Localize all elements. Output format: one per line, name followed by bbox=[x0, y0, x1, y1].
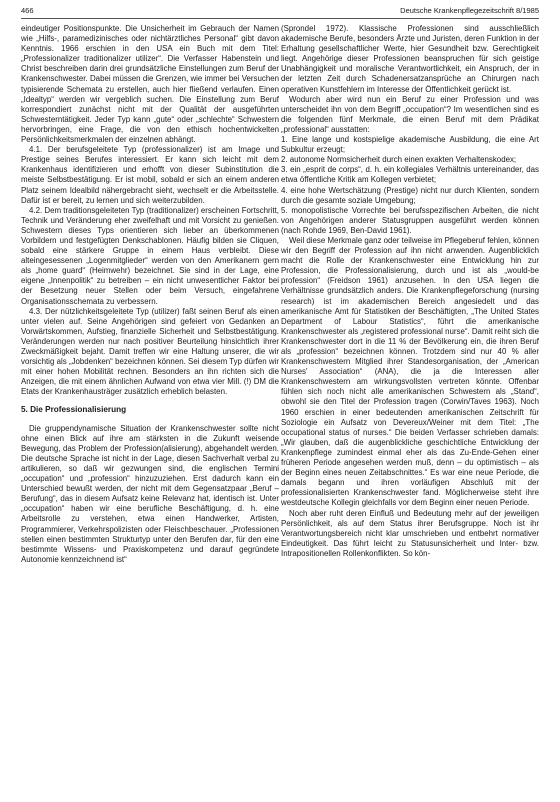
list-item: 2. autonome Normsicherheit durch einen exakten Verhaltenskodex; bbox=[281, 155, 517, 165]
left-column bbox=[21, 24, 279, 796]
list-item: 3. ein „esprit de corps“, d. h. ein kollegiales Verhältnis untereinander, das etwa öffentliche Kritik am Kollegen verbietet; bbox=[281, 165, 539, 185]
page-header bbox=[21, 6, 539, 19]
section-heading: 5. Die Professionalisierung bbox=[21, 405, 127, 415]
paragraph: (Sprondel 1972). Klassische Professionen sind ausschließlich akademische Berufe, besonders Ärzte und Juristen, deren Funktion in der Erhaltung gesellschaftlicher Werte, hier Gesundheit bzw. Gerechtigkeit liegt. Angehörige dieser Professionen beanspruchen für sich geistige Unabhängigkeit und moralische Verantwortlichkeit, ein Anspruch, der in der letzten Zeit durch Schadenersatzansprüche an Chirurgen nach operativen Kunstfehlern im Interesse der Öffentlichkeit gerückt ist. bbox=[281, 24, 539, 94]
list-item: 5. monopolistische Vorrechte bei berufsspezifischen Arbeiten, die nicht von Angehörigen anderer Statusgruppen ausgeführt werden können (nach Rohde 1969, Ben-David 1961). bbox=[281, 205, 539, 235]
paragraph: Wodurch aber wird nun ein Beruf zu einer Profession und was unterscheidet ihn von dem Begriff „occupation“? Im wesentlichen sind es die folgenden fünf Merkmale, die einen Beruf mit dem Prädikat „professional“ ausstatten: bbox=[281, 94, 539, 134]
paragraph: Die gruppendynamische Situation der Krankenschwester sollte nicht ohne einen Blick auf ihre am stärksten in die Zukunft weisende Bewegung, das Problem der Profession(alisierung), abgehandelt werden. Die deutsche Sprache ist nicht in der Lage, diesen Sachverhalt verbal zu artikulieren, so daß wir gezwungen sind, die englischen Termini „occupation“ und „profession“ hinzuzuziehen. Erst dadurch kann ein Unterschied bewußt werden, der nicht mit dem Gegensatzpaar „Beruf – Berufung“, das in diesem Aufsatz keine Relevanz hat, identisch ist. Unter „occupation“ haben wir eine berufliche Beschäftigung, d. h. eine Arbeitsrolle zu verstehen, etwa einen Handwerker, Artisten, Programmierer, Verkehrspolizisten oder Fleischbeschauer. „Professionen stellen einen bestimmten Strukturtyp unter den Berufen dar, für den eine bestimmte Wissens- und Praxiskompetenz und darauf gegründete Autonomie kennzeichnend ist“ bbox=[21, 423, 279, 564]
paragraph: 4.3. Der nützlichkeitsgeleitete Typ (utilizer) faßt seinen Beruf als einen unter vielen auf. Seine Angehörigen sind gefeiert von Gedanken an Vorwärtskommen, Aufstieg, finanzielle Sicherheit und Selbstbestätigung. Veränderungen werden nur nach positiver Beurteilung hinsichtlich ihrer Zweckmäßigkeit bejaht. Damit treffen wir eine Haltung unserer, die wir vorsichtig als „Jobdenken“ bezeichnen können. Sei diesem Typ dürfen wir mit einer hohen Mobilität rechnen. Besonders an ihn richten sich die Anzeigen, die mit einem ähnlichen Aufwand von etwa vier Mill. (!) DM die Etats der Krankenhausträger zusätzlich erheblich belasten. bbox=[21, 306, 279, 397]
right-column bbox=[281, 24, 539, 796]
list-item: 1. Eine lange und kostspielige akademische Ausbildung, die eine Art Subkultur erzeugt; bbox=[281, 135, 539, 155]
page-number: 466 bbox=[21, 6, 34, 15]
journal-title: Deutsche Krankenpflegezeitschrift 8/1985 bbox=[400, 6, 539, 15]
paragraph: eindeutiger Positionspunkte. Die Unsicherheit im Gebrauch der Namen wie „Hilfs-, paramedizinisches oder nichtärztliches Personal“ gibt davon Kenntnis. 1966 erschien in den USA ein Buch mit dem Titel: „Professionalizer traditionalizer utilizer“. Die Verfasser Habenstein und Christ beschreiben darin drei grundsätzliche Einstellungen zum Beruf der Krankenschwester. Dabei müssen die Grenzen, wie immer bei Versuchen typisierende Schemata zu erstellen, auch hier fließend verlaufen. Einen „Idealtyp“ werden wir vergeblich suchen. Die Einstellung zum Beruf korrespondiert zunächst nicht mit der Qualität der ausgeführten Schwesterntätigkeit. Jeder Typ kann „gute“ oder „schlechte“ Schwestern hervorbringen, eine Frage, die von den ethisch hochentwickelten Persönlichkeitsmerkmalen der einzelnen abhängt. bbox=[21, 24, 279, 145]
paragraph: Noch aber ruht deren Einfluß und Bedeutung mehr auf der jeweiligen Persönlichkeit, als auf dem Status ihrer Berufsgruppe. Noch ist ihr Verantwortungsbereich nicht klar umschrieben und entbehrt normativer Eindeutigkeit. Das führt leicht zu Statusunsicherheit und Inter- bzw. Intrapositionellen Rollenkonflikten. So kön- bbox=[281, 508, 539, 558]
paragraph: 4.2. Dem traditionsgeleiteten Typ (traditionalizer) erscheinen Fortschritt, Technik und Veränderung eher zweifelhaft und mit Vorsicht zu genießen. Schwestern dieses Typs orientieren sich lieber an überkommenen Vorbildern und festgefügten Denkschablonen. Häufig bilden sie Cliquen, sobald eine stärkere Gruppe in einem Haus verbleibt. Diese alteingesessenen „Logenmitglieder“ werden von den Amerikanern gern als „home guard“ (Heimwehr) bezeichnet. Sie sind in der Lage, eine eigene „Innenpolitik“ zu betreiben – ein nicht unwesentlicher Faktor bei der Besetzung neuer Stellen oder beim Versuch, eingefahrene Organisationsschemata zu verbessern. bbox=[21, 205, 279, 306]
paragraph: 4.1. Der berufsgeleitete Typ (professionalizer) ist am Image und Prestige seines Berufes interessiert. Er kann sich leicht mit dem Krankenhaus identifizieren und erhofft von dieser Subinstitution die meiste Selbstbestätigung. Er ist mobil, sobald er sich an einem anderen Platz seinem Idealbild nähergebracht sieht, wechselt er die Arbeitsstelle. Dafür ist er bereit, zu lernen und sich weiterzubilden. bbox=[21, 145, 279, 205]
paragraph: Weil diese Merkmale ganz oder teilweise im Pflegeberuf fehlen, können wir den Begriff der Profession auf ihn nicht anwenden. Augenblicklich macht die Rolle der Krankenschwester eine Entwicklung hin zur Profession, die Professionalisierung, durch und ist als „would-be profession“ (Freidson 1961) anzusehen. In den USA liegen die Verhältnisse grundsätzlich anders. Die Krankenpflegeforschung (nursing research) ist im akademischen Bereich angesiedelt und das amerikanische Amt für Statistiken der Beschäftigten, „The United States Department of Labour Statistics“, führt die amerikanische Krankenschwester als „registered professional nurse“. Damit reiht sich die Krankenschwester dort in die 11 % der Bevölkerung ein, die ihren Beruf als „profession“ bezeichnen können. Trotzdem sind nur 40 % aller Krankenschwestern Mitglied ihrer Standesorganisation, der „American Nurses' Association“ (ANA), die ja die Interessen aller Krankenschwestern am wirkungsvollsten vertreten könnte. Offenbar fühlen sich noch nicht alle amerikanischen Schwestern als „Stand“, obwohl sie den Titel der Profession tragen (Corwin/Taves 1963). Noch 1960 erschien in einer bedeutenden amerikanischen Zeitschrift für Soziologie ein Aufsatz von Devereux/Weiner mit dem Titel: „The occupational status of nurses.“ Die beiden Verfasser schrieben damals: „Wir glauben, daß die augenblickliche geschichtliche Entwicklung der Krankenpflege zumindest einmal eher als das Zu-Ende-Gehen einer früheren Periode angesehen werden muß, denn – du optimistisch – als der Beginn eines neuen Zeitabschnittes.“ Es war eine neue Periode, die damals begann und ihren vorläufigen Abschluß mit der professionalisierten Krankenschwester fand. Möglicherweise steht ihre westdeutsche Kollegin gleichfalls vor dem Beginn einer neuen Periode. bbox=[281, 235, 539, 508]
list-item: 4. eine hohe Wertschätzung (Prestige) nicht nur durch Klienten, sondern durch die gesamte soziale Umgebung; bbox=[281, 185, 539, 205]
